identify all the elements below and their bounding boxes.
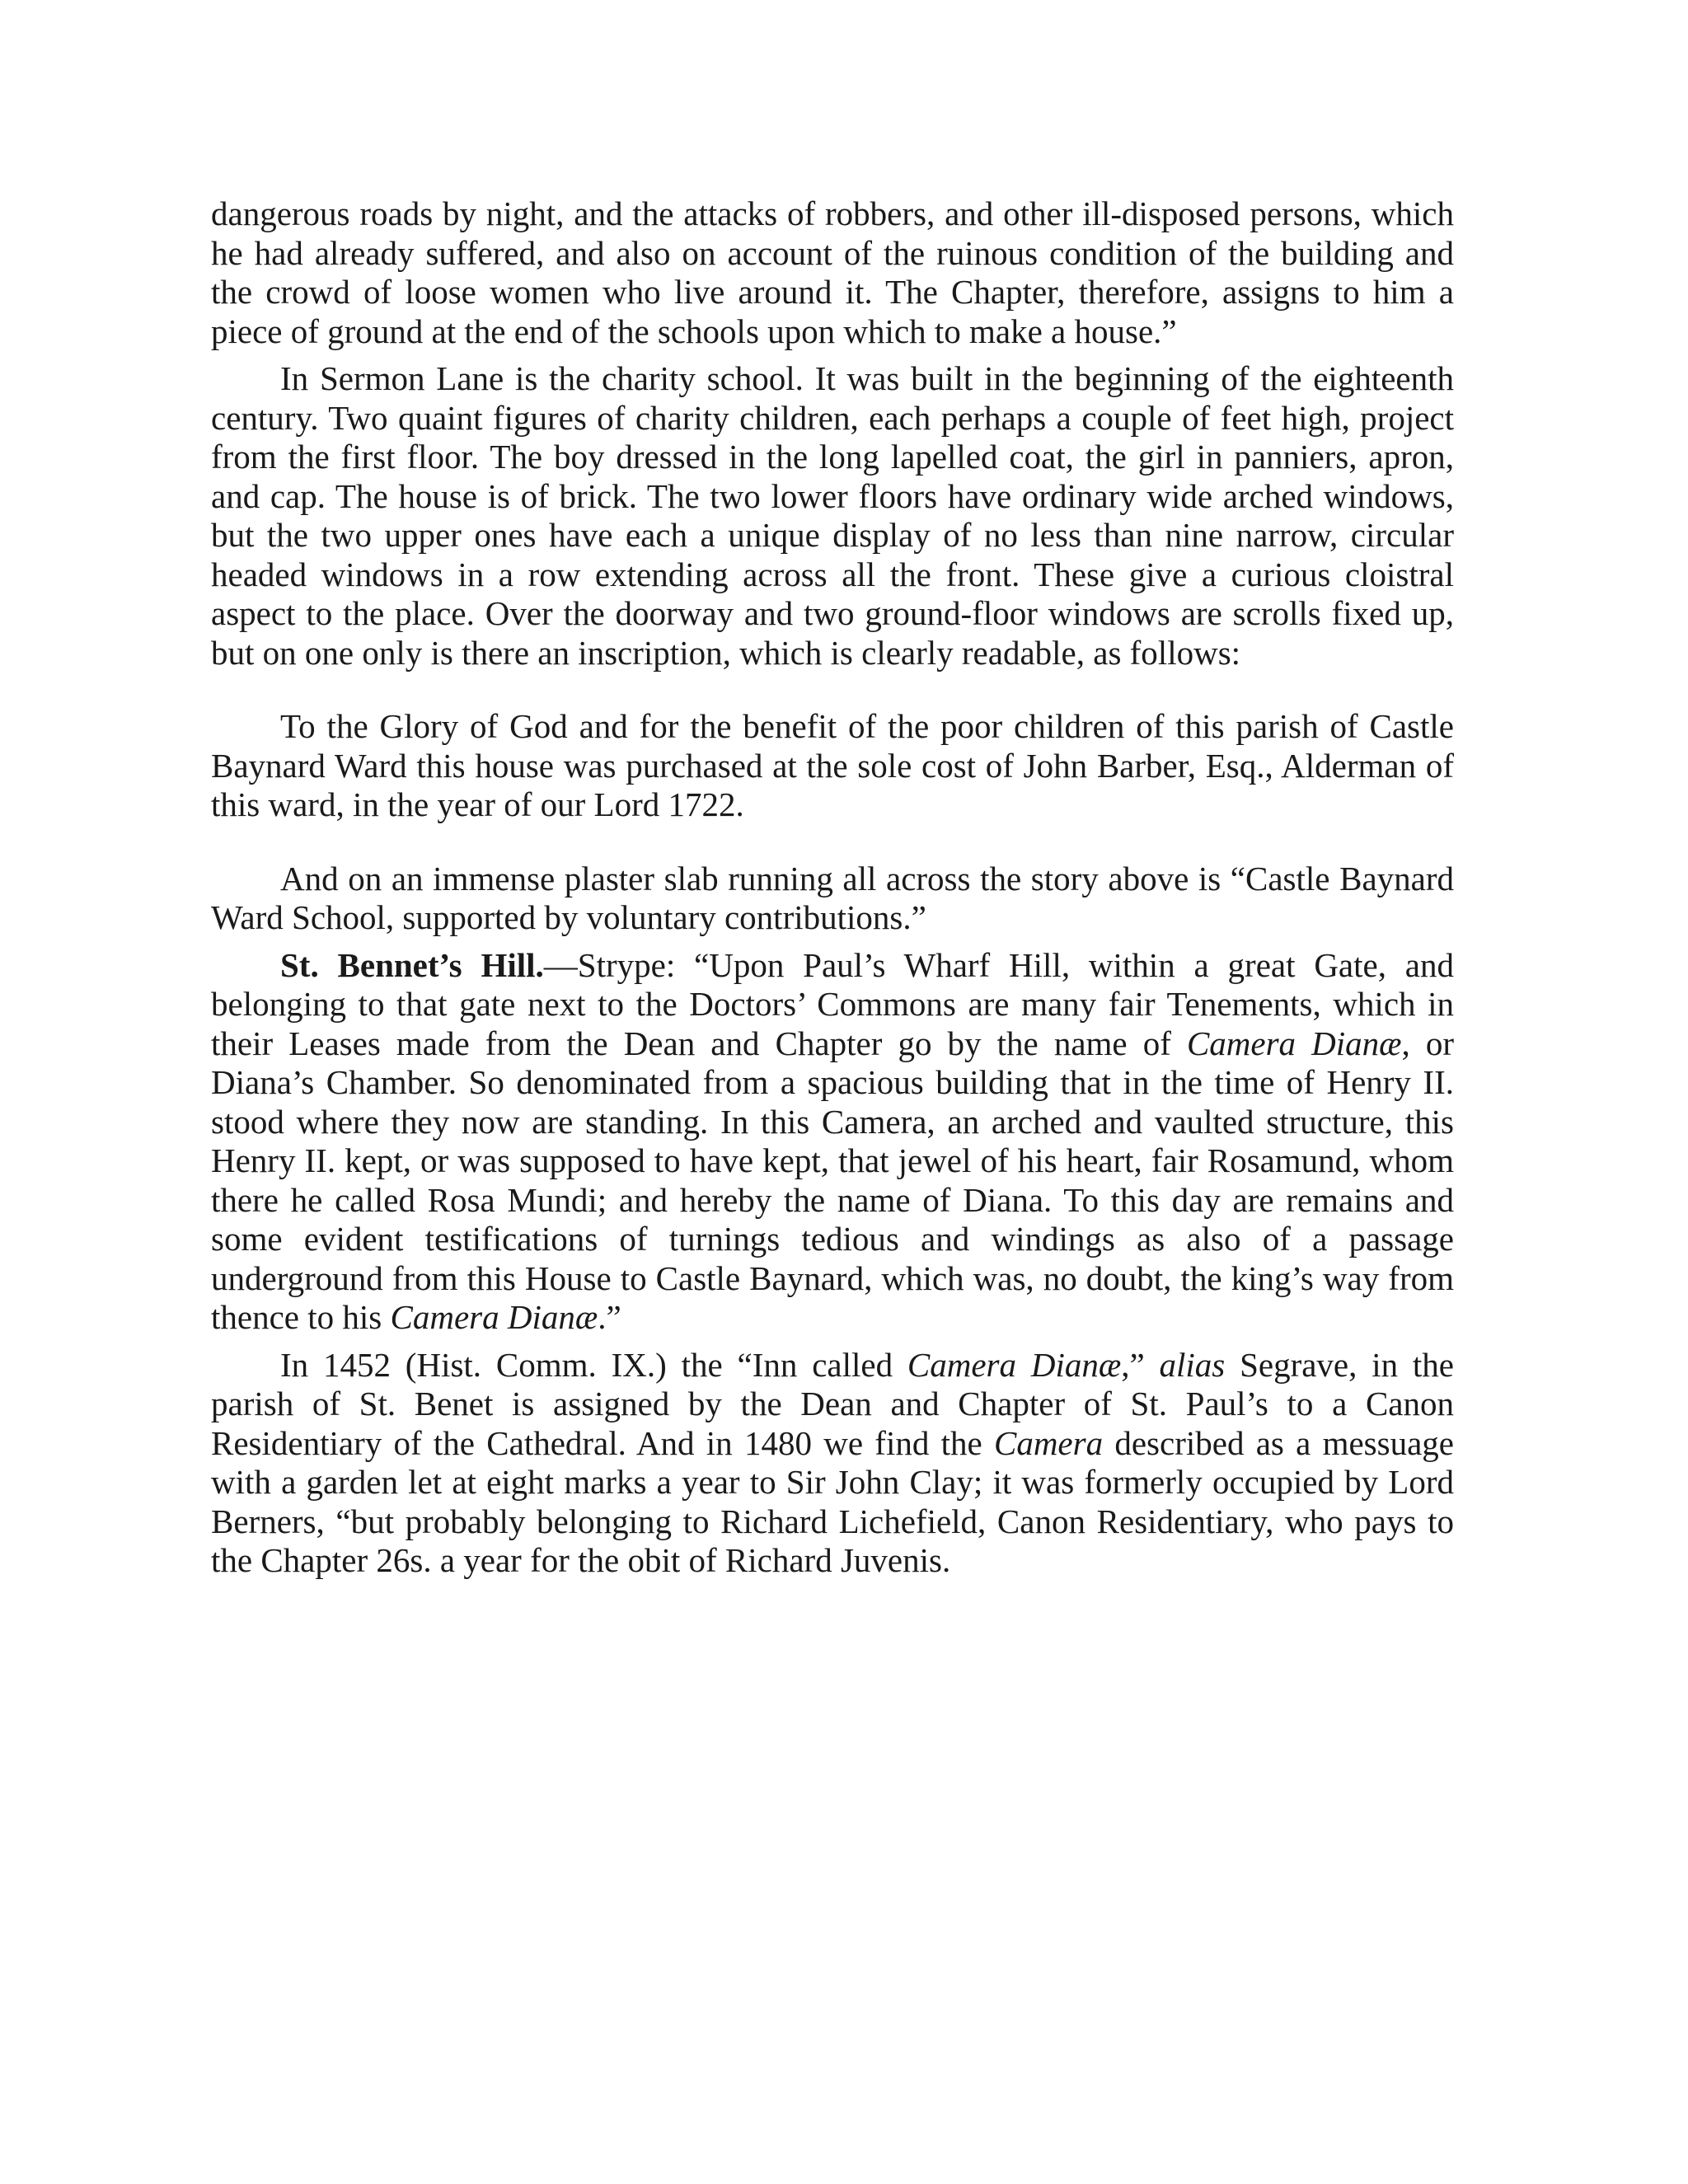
text-run: ,” [1121,1345,1160,1384]
italic-run: Camera Dianæ [907,1345,1122,1384]
italic-run: Camera [993,1423,1104,1462]
paragraph-1452 [211,1346,1454,1581]
text-run: , or Diana’s Chamber. So denominated from a spacious building that in the time of Henry II. stood where they now are standing. In this Camera, an arched and vaulted structure, this Henry II. kept, or was supposed to have kept, that jewel of his heart, fair Rosamund, whom there he called Rosa Mundi; and hereby the name of Diana. To this day are remains and some evident testifications of turnings tedious and windings as also of a passage underground from this House to Castle Baynard, which was, no doubt, the king’s way from thence to his [211,1024,1454,1336]
italic-run: alias [1159,1345,1226,1384]
text-run: Segrave, in the parish of St. Benet is assigned by the Dean and Chapter of St. Paul’s to a Canon Residentiary of the Cathedral. And in 1480 we find the [211,1345,1455,1462]
section-heading: St. Bennet’s Hill. [280,945,544,984]
italic-run: Camera Dianæ [1186,1024,1402,1062]
text-run: —Strype: “Upon Paul’s Wharf Hill, within a great Gate, and belonging to that gate next to the Doctors’ Commons are many fair Tenements, which in their Leases made from the Dean and Chapter go by the name of [211,945,1454,1062]
paragraph-charity-school: In Sermon Lane is the charity school. It was built in the beginning of the eighteenth century. Two quaint figures of charity children, each perhaps a couple of feet high, project from the first floor. The boy dressed in the long lapelled coat, the girl in panniers, apron, and cap. The house is of brick. The two lower floors have ordinary wide arched windows, but the two upper ones have each a unique display of no less than nine narrow, circular headed windows in a row extending across all the front. These give a curious cloistral aspect to the place. Over the doorway and two ground-floor windows are scrolls fixed up, but on one only is there an inscription, which is clearly readable, as follows: [211,359,1454,672]
document-page [211,194,1454,1581]
italic-run: Camera Dianæ [390,1298,598,1336]
text-run: In 1452 (Hist. Comm. IX.) the “Inn called [280,1345,907,1384]
paragraph-continued: dangerous roads by night, and the attacks of robbers, and other ill-disposed persons, which he had already suffered, and also on account of the ruinous condition of the building and the crowd of loose women who live around it. The Chapter, therefore, assigns to him a piece of ground at the end of the schools upon which to make a house.” [211,194,1454,350]
text-run: described as a messuage with a garden let at eight marks a year to Sir John Clay; it was formerly occupied by Lord Berners, “but probably belonging to Richard Lichefield, Canon Residentiary, who pays to the Chapter 26s. a year for the obit of Richard Juvenis. [211,1423,1454,1579]
paragraph-plaster-slab: And on an immense plaster slab running all across the story above is “Castle Baynard Ward School, supported by voluntary contributions.” [211,859,1454,936]
paragraph-st-bennets-hill [211,946,1454,1338]
text-run: .” [598,1298,621,1336]
inscription-quote: To the Glory of God and for the benefit of the poor children of this parish of Castle Baynard Ward this house was purchased at the sole cost of John Barber, Esq., Alderman of this ward, in the year of our Lord 1722. [211,707,1454,823]
